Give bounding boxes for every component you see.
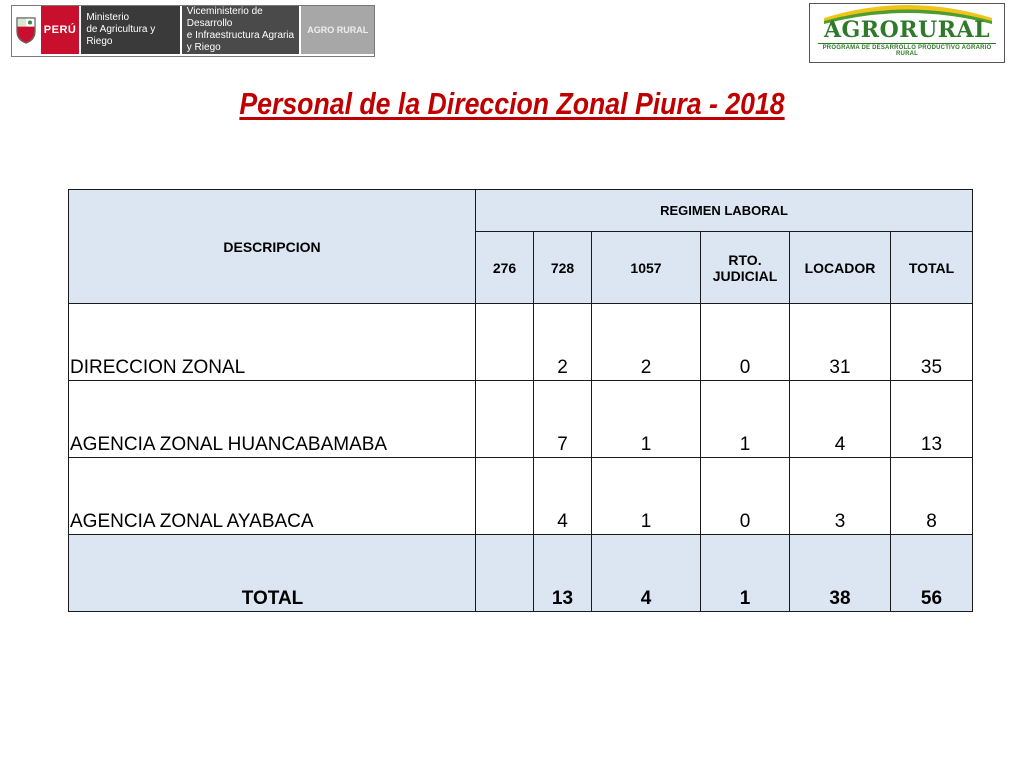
column-header-locador: LOCADOR — [790, 232, 891, 304]
cell-728: 7 — [534, 381, 592, 458]
government-banner — [11, 5, 375, 57]
column-header-rto-judicial: RTO. JUDICIAL — [701, 232, 790, 304]
vice-line-2: e Infraestructura Agraria y Riego — [186, 30, 295, 53]
cell-276 — [476, 381, 534, 458]
agrorural-logo — [809, 3, 1005, 63]
cell-total: 8 — [891, 458, 973, 535]
viceministry-label — [180, 6, 300, 54]
total-1057: 4 — [592, 535, 701, 612]
cell-total: 35 — [891, 304, 973, 381]
total-locador: 38 — [790, 535, 891, 612]
total-276 — [476, 535, 534, 612]
cell-locador: 3 — [790, 458, 891, 535]
description-header: DESCRIPCION — [69, 190, 476, 304]
cell-1057: 1 — [592, 381, 701, 458]
total-label: TOTAL — [69, 535, 476, 612]
regimen-header: REGIMEN LABORAL — [476, 190, 973, 232]
cell-locador: 31 — [790, 304, 891, 381]
cell-rto-judicial: 1 — [701, 381, 790, 458]
cell-rto-judicial: 0 — [701, 304, 790, 381]
ministry-line-1: Ministerio — [86, 12, 130, 23]
page-title: Personal de la Direccion Zonal Piura - 2018 — [239, 86, 785, 121]
logo-tagline: PROGRAMA DE DESARROLLO PRODUCTIVO AGRARIO RURAL — [818, 43, 996, 57]
row-label: AGENCIA ZONAL AYABACA — [69, 458, 476, 535]
cell-1057: 2 — [592, 304, 701, 381]
ministry-line-2: de Agricultura y Riego — [86, 24, 156, 47]
coat-of-arms-icon — [12, 6, 41, 54]
column-header-1057: 1057 — [592, 232, 701, 304]
column-header-276: 276 — [476, 232, 534, 304]
table-row — [69, 458, 973, 535]
cell-728: 4 — [534, 458, 592, 535]
column-header-total: TOTAL — [891, 232, 973, 304]
total-row — [69, 535, 973, 612]
vice-line-1: Viceministerio de Desarrollo — [186, 6, 263, 29]
total-total: 56 — [891, 535, 973, 612]
cell-total: 13 — [891, 381, 973, 458]
cell-276 — [476, 304, 534, 381]
cell-1057: 1 — [592, 458, 701, 535]
country-label: PERÚ — [41, 6, 79, 54]
row-label: DIRECCION ZONAL — [69, 304, 476, 381]
cell-276 — [476, 458, 534, 535]
header-row-group — [69, 190, 973, 232]
column-header-728: 728 — [534, 232, 592, 304]
table-row — [69, 381, 973, 458]
agency-label: AGRO RURAL — [299, 6, 374, 54]
cell-728: 2 — [534, 304, 592, 381]
total-728: 13 — [534, 535, 592, 612]
cell-rto-judicial: 0 — [701, 458, 790, 535]
table-row — [69, 304, 973, 381]
cell-locador: 4 — [790, 381, 891, 458]
staff-table — [68, 189, 973, 612]
ministry-label — [79, 6, 179, 54]
row-label: AGENCIA ZONAL HUANCABAMABA — [69, 381, 476, 458]
logo-wordmark: AGRORURAL — [823, 17, 991, 43]
total-rto-judicial: 1 — [701, 535, 790, 612]
